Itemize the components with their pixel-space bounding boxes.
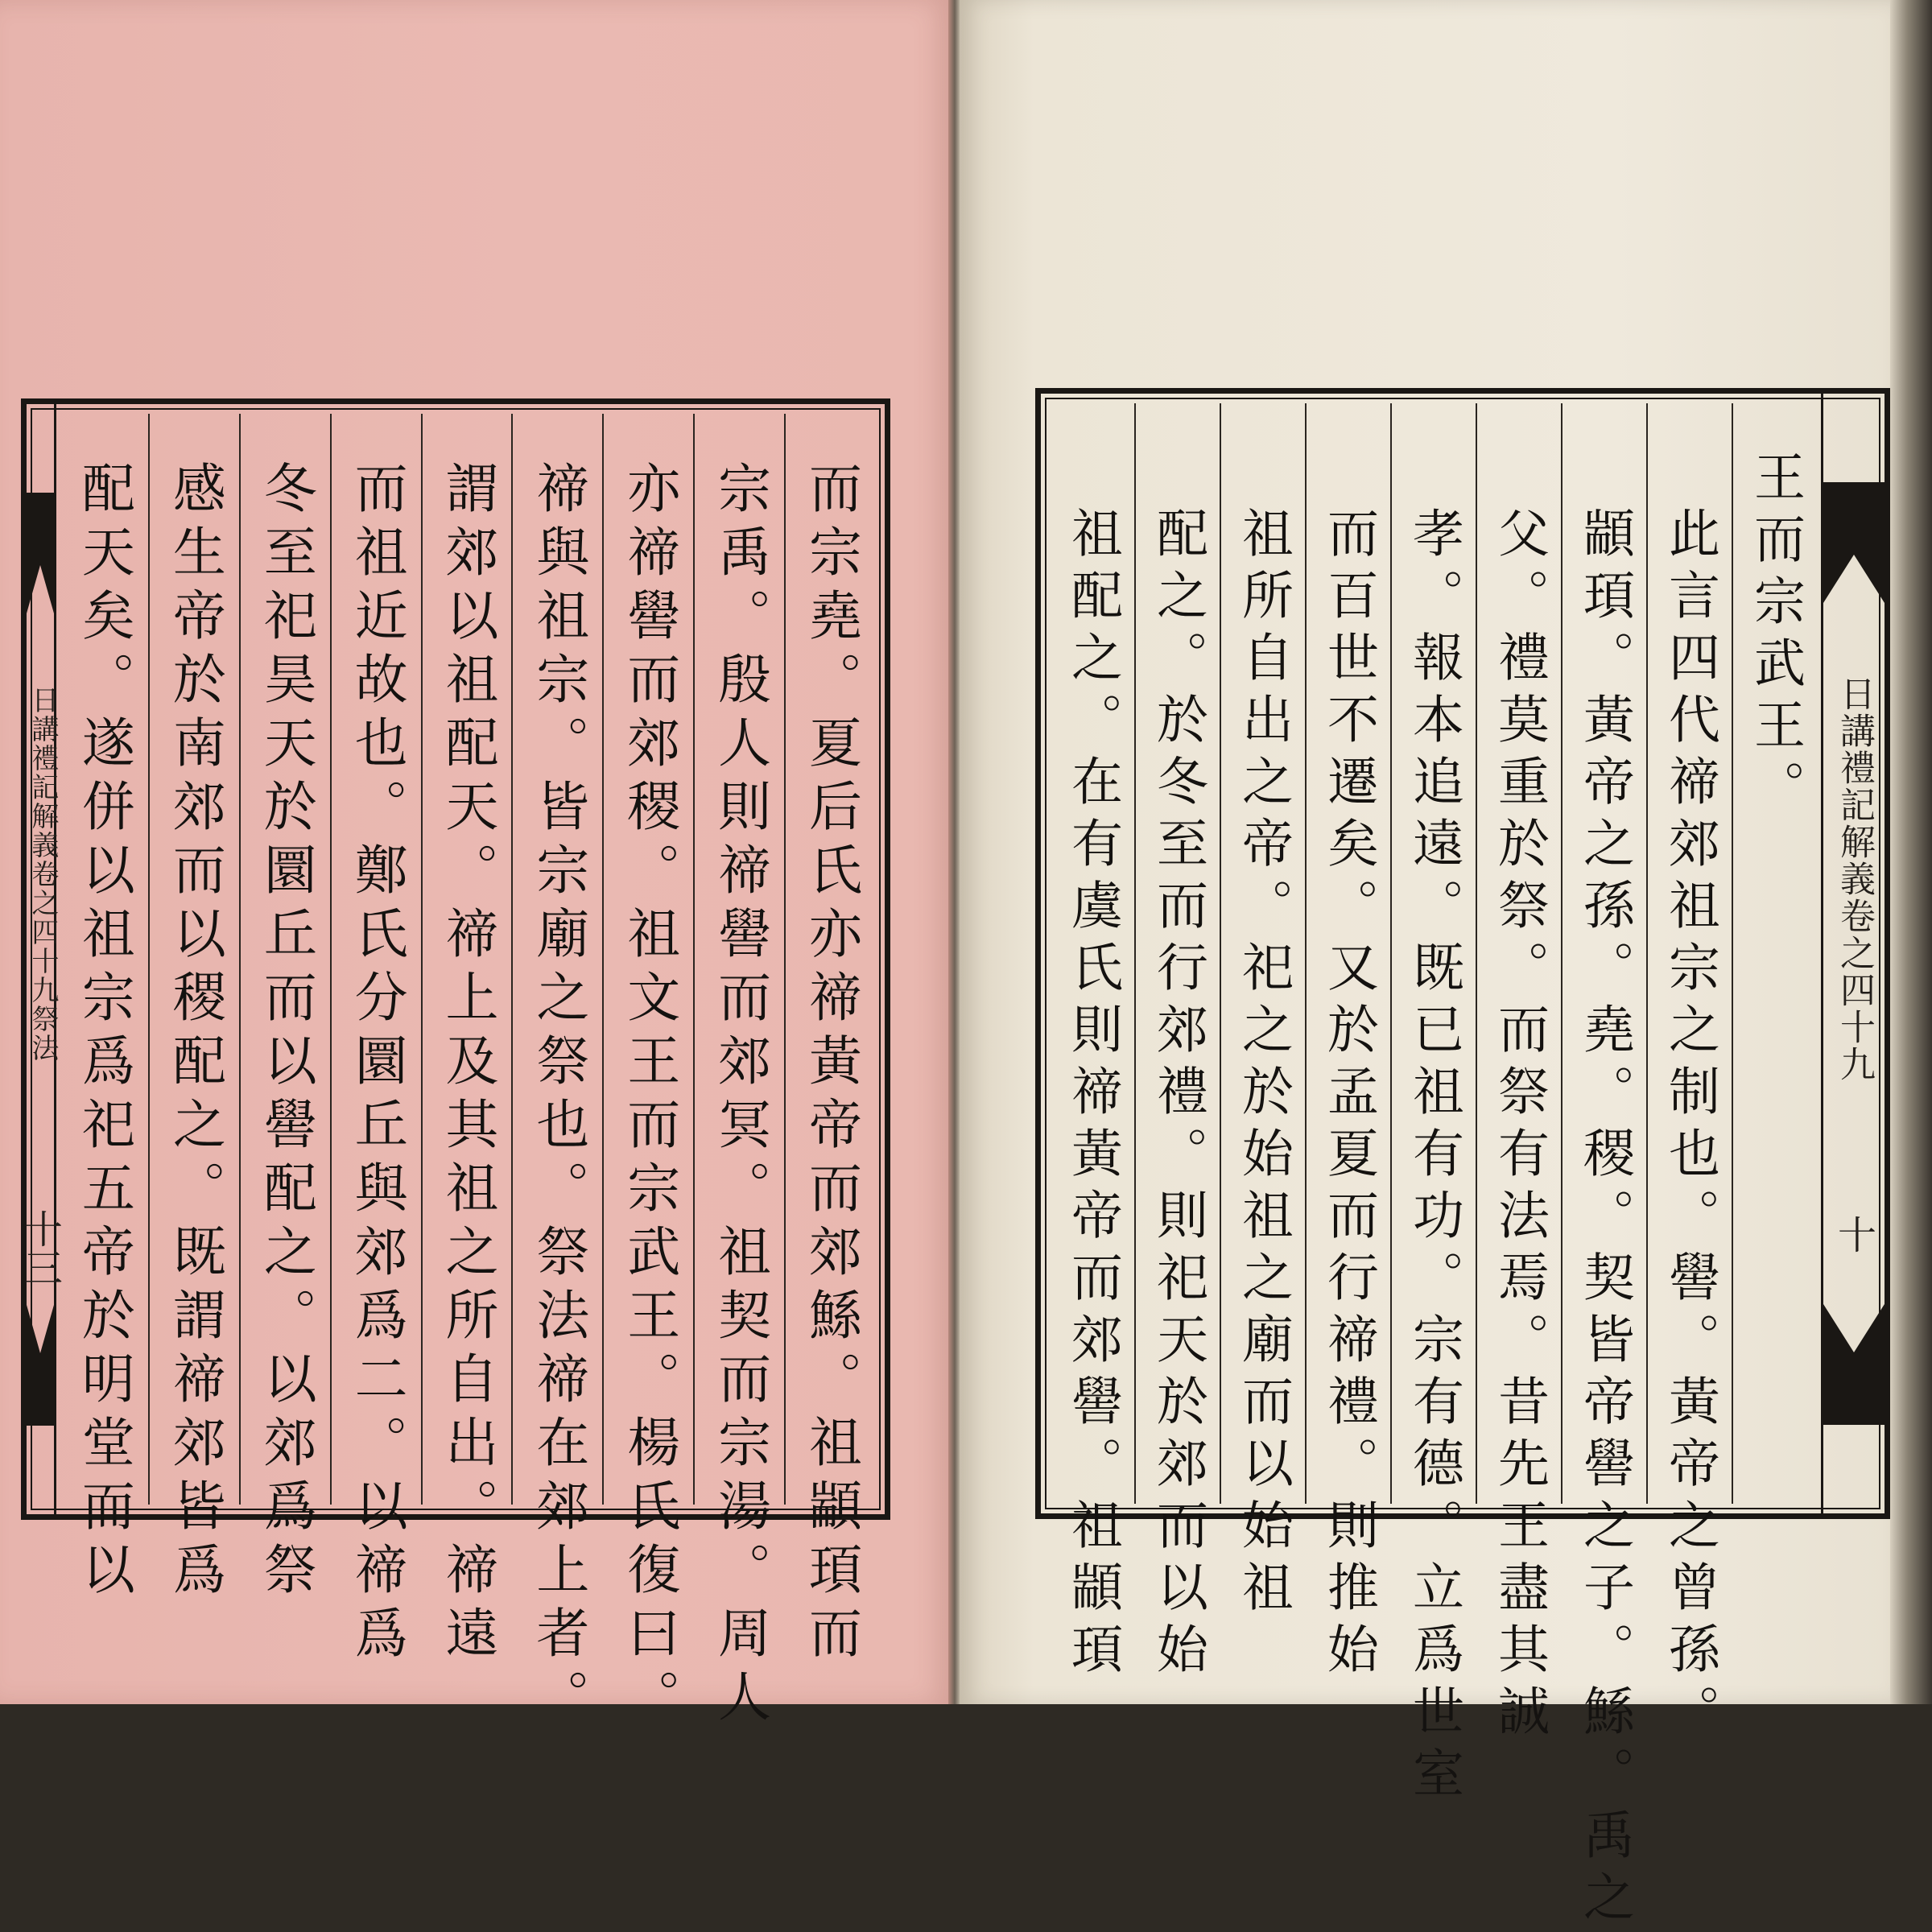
- text-column: [1134, 403, 1220, 1684]
- column-text: 禘與祖宗。皆宗廟之祭也。祭法禘在郊上者。: [526, 460, 589, 1732]
- text-column: [1305, 403, 1390, 1684]
- fish-tail-top-mark: [27, 493, 54, 613]
- right-spine-page-number: 十: [1831, 1215, 1876, 1253]
- right-text-columns: [1051, 403, 1817, 1932]
- text-column: [239, 414, 330, 1605]
- text-column: [1561, 403, 1646, 1932]
- column-text: 孝。報本追遠。既已祖有功。宗有德。立爲世室: [1404, 506, 1463, 1808]
- column-text: 配天矣。遂併以祖宗爲祀五帝於明堂而以: [72, 460, 135, 1605]
- text-column: [421, 414, 512, 1669]
- text-column: [1732, 403, 1817, 1504]
- left-spine-strip: [17, 404, 63, 1514]
- fish-tail-bottom-mark: [27, 1305, 54, 1426]
- text-column: [1476, 403, 1561, 1746]
- left-text-columns: [59, 414, 875, 1732]
- right-spine-strip: [1821, 394, 1885, 1513]
- text-column: [1220, 403, 1305, 1622]
- column-text: 配之。於冬至而行郊禮。則祀天於郊而以始: [1148, 506, 1208, 1684]
- column-text: 父。禮莫重於祭。而祭有法焉。昔先王盡其誠: [1489, 506, 1549, 1746]
- text-column: [693, 414, 784, 1732]
- book-fore-edge: [1890, 0, 1932, 1704]
- column-text: 祖配之。在有虞氏則禘黃帝而郊嚳。祖顓頊: [1063, 506, 1122, 1684]
- column-text: 感生帝於南郊而以稷配之。既謂禘郊皆爲: [163, 460, 226, 1605]
- text-column: [330, 414, 421, 1669]
- column-text: 亦禘嚳而郊稷。祖文王而宗武王。楊氏復曰。: [617, 460, 680, 1732]
- left-page: [0, 0, 952, 1732]
- column-text: 冬至祀昊天於圜丘而以嚳配之。以郊爲祭: [254, 460, 317, 1605]
- text-column: [602, 414, 693, 1732]
- fish-tail-bottom-mark: [1823, 1304, 1885, 1425]
- column-text: 此言四代禘郊祖宗之制也。嚳。黃帝之曾孫。: [1660, 506, 1719, 1746]
- fish-tail-top-mark: [1823, 482, 1885, 603]
- left-spine-title: 日講禮記解義卷之四十九祭法: [26, 686, 59, 1063]
- left-text-frame: [17, 398, 890, 1732]
- column-text: 而宗堯。夏后氏亦禘黃帝而郊鯀。祖顓頊而: [799, 460, 862, 1669]
- column-text: 王而宗武王。: [1745, 450, 1805, 822]
- text-column: [784, 414, 875, 1669]
- right-text-frame: [1035, 388, 1890, 1932]
- column-text: 而百世不遷矣。又於孟夏而行禘禮。則推始: [1319, 506, 1378, 1684]
- column-text: 宗禹。殷人則禘嚳而郊冥。祖契而宗湯。周人: [708, 460, 771, 1732]
- text-column: [511, 414, 602, 1732]
- right-spine-title: 日講禮記解義卷之四十九: [1834, 675, 1875, 1083]
- text-column: [1390, 403, 1476, 1808]
- text-column: [59, 414, 148, 1605]
- text-column: [148, 414, 239, 1605]
- column-text: 祖所自出之帝。祀之於始祖之廟而以始祖: [1233, 506, 1293, 1622]
- text-column: [1646, 403, 1732, 1746]
- left-spine-page-number: 十三: [17, 1209, 63, 1286]
- column-text: 謂郊以祖配天。禘上及其祖之所自出。禘遠: [436, 460, 498, 1669]
- text-column: [1051, 403, 1134, 1684]
- column-text: 顓頊。黃帝之孫。堯。稷。契皆帝嚳之子。鯀。禹之: [1575, 506, 1634, 1932]
- column-text: 而祖近故也。鄭氏分圜丘與郊爲二。以禘爲: [345, 460, 408, 1669]
